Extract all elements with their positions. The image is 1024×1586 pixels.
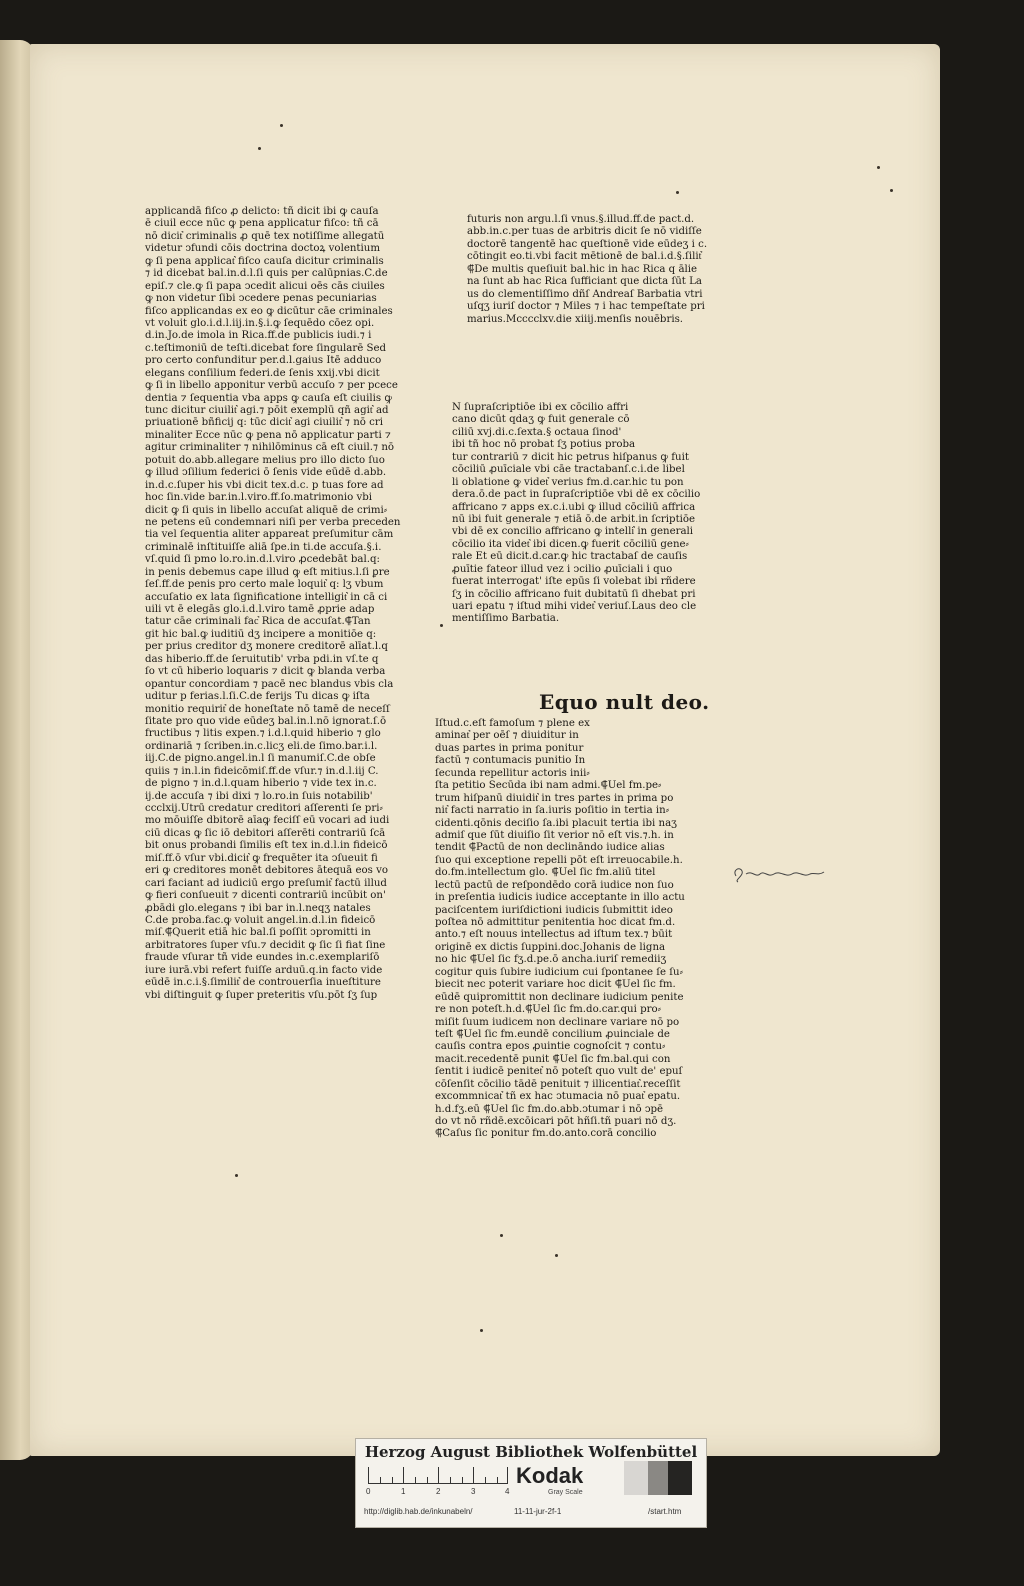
text-line: ordinariā ⁊ ſcriben.in.c.licʒ eli.de ſimo.bar.i.l.: [145, 740, 378, 752]
scale-tick: [438, 1467, 439, 1483]
text-line: ſitate pro quo vide eūdeʒ bal.in.l.nō ignorat.ſ.ō: [145, 715, 387, 727]
text-line: opantur concordiam ⁊ pacē nec blandus vbis cla: [145, 678, 394, 690]
color-target-card: [355, 1438, 707, 1528]
right-text-column-top: [467, 214, 759, 326]
text-line: ꝙ non videtur ſibi ↄcedere penas pecuniarias: [145, 293, 377, 305]
text-line: N ſupraſcriptiōe ibi ex cōcilio affri: [452, 402, 629, 413]
text-line: biecit nec poterit variare hoc dicit ⸿Uel ſic fm.: [435, 979, 676, 991]
text-line: ꝓbādi glo.elegans ⁊ ibi bar in.l.neqʒ natales: [145, 902, 371, 914]
text-line: ꝓuītie fateor illud vez i ↄcilio ꝓuīciali i quo: [452, 563, 673, 575]
text-line: abb.in.c.per tuas de arbitris dicit ſe nō vidiſſe: [467, 226, 702, 238]
text-line: tia vel ſequentia aliter appareat preſumitur cām: [145, 529, 394, 541]
scale-tick: [473, 1467, 474, 1483]
text-line: fiſco applicandas ex eo ꝙ dicūtur cāe criminales: [145, 305, 393, 317]
text-line: vbi diſtinguit ꝙ ſuper preteritis vſu.pōt ſʒ ſup: [145, 989, 378, 1001]
shelfmark: 11-11-jur-2f-1: [514, 1507, 562, 1516]
text-line: cōſenſit cōcilio tādē penituit ⁊ illicentiat͛.receſſit: [435, 1078, 681, 1090]
text-line: ſta petitio Secūda ibi nam admi.⸿Uel fm.pe⸗: [435, 780, 662, 792]
text-line: dera.ō.de pact in ſupraſcriptiōe vbi dē ex cōcilio: [452, 489, 701, 501]
text-line: lectū pactū de reſpondēdo corā iudice non ſuo: [435, 879, 674, 891]
text-line: re non poteſt.h.d.⸿Uel ſic fm.do.car.qui pro⸗: [435, 1004, 662, 1016]
right-text-column-bottom: [435, 718, 741, 1141]
text-line: ꝙ ſi pena applicat͛ fiſco cauſa dicitur criminalis: [145, 255, 384, 267]
text-line: dicit ꝙ ſi quis in libello accuſat aliquē de crimi⸗: [145, 504, 388, 516]
page-speck: [480, 1329, 483, 1332]
text-line: fructibus ⁊ litis expen.⁊ i.d.l.quid hiberio ⁊ glo: [145, 728, 381, 740]
text-line: tur contrariū ⁊ dicit hic petrus hiſpanus ꝙ fuit: [452, 451, 689, 463]
url-row: [356, 1507, 706, 1521]
text-line: nit͛ facti narratio in ſa.iuris poſitio in tertia in⸗: [435, 805, 670, 817]
text-line: in preſentia iudicis iudice acceptante in illo actu: [435, 892, 685, 904]
text-line: paciſcentem iuriſdictioni iudicis ſubmittit ideo: [435, 904, 673, 916]
page-speck: [890, 189, 893, 192]
gray-patch-dark: [668, 1461, 692, 1495]
text-line: ciliū xvj.di.c.ſexta.§ octaua ſinod': [452, 426, 622, 438]
text-line: eri ꝙ creditores monēt debitores ātequā eos vo: [145, 865, 389, 877]
text-line: eūdē quipromittit non declinare iudicium penite: [435, 991, 684, 1003]
text-line: marius.Mcccclxv.die xiiij.menſis nouēbris.: [467, 313, 684, 325]
page-speck: [280, 124, 283, 127]
text-line: affricano ⁊ apps ex.c.i.ubi ꝙ illud cōciliū affrica: [452, 501, 696, 513]
text-line: potuit do.abb.allegare melius pro illo dicto ſuo: [145, 454, 385, 466]
text-line: duas partes in prima ponitur: [435, 742, 584, 754]
page-speck: [235, 1174, 238, 1177]
text-line: c.teſtimoniū de teſti.dicebat fore ſingularē Sed: [145, 342, 387, 354]
text-line: applicandā fiſco ꝓ delicto: tñ dicit ibi ꝙ cauſa: [145, 206, 379, 217]
text-line: doctorē tangentē hac queſtionē vide eūdeʒ i c.: [467, 238, 708, 250]
kodak-logo: Kodak: [516, 1463, 584, 1488]
text-line: Iſtud.c.eſt famoſum ⁊ plene ex: [435, 718, 590, 729]
text-line: miſ.ff.ō vſur vbi.dicit͛ ꝙ frequēter ita ↄſueuit fi: [145, 852, 378, 864]
text-line: quiis ⁊ in.l.in fideicōmiſ.ff.de vſur.⁊ in.d.l.iij C.: [145, 765, 379, 777]
text-line: cogitur quis ſubire iudicium cui ſpontanee ſe ſu⸗: [435, 966, 683, 978]
text-line: anto.⁊ eſt nouus intellectus ad iſtum tex.⁊ būit: [435, 929, 673, 941]
page-speck: [440, 624, 443, 627]
scale-tick: [392, 1477, 393, 1483]
text-line: fraude vſurar tñ vide eundes in.c.exemplariſō: [145, 952, 380, 964]
text-line: nū ibi fuit generale ⁊ etiā ō.de arbit.in ſcriptiōe: [452, 513, 696, 525]
scale-tick: [415, 1477, 416, 1483]
marginal-signature: [730, 862, 830, 884]
text-line: accuſatio ex lata ſignificatione intelligit͛ in cā ci: [145, 591, 388, 603]
text-line: vt voluit glo.i.d.l.iij.in.§.i.ꝙ ſequēdo cōez opi.: [145, 317, 375, 329]
text-line: ſecunda repellitur actoris inii⸗: [435, 767, 590, 779]
scale-number: 1: [401, 1487, 406, 1496]
start-page-path: /start.htm: [648, 1507, 682, 1516]
text-line: nō dicit͛ criminalis ꝓ quē tex notiſſime allegatū: [145, 230, 385, 242]
text-line: futuris non argu.l.ſi vnus.§.illud.ff.de pact.d.: [467, 214, 695, 225]
text-line: elegans conſilium federi.de ſenis xxij.vbi dicit: [145, 367, 380, 379]
text-line: cōcilio ita videt͛ ibi dicen.ꝙ fuerit cōciliū gene⸗: [452, 538, 689, 550]
page-speck: [676, 191, 679, 194]
text-line: mo mōuiſſe dbitorē aīaꝙ feciſſ eū vocari ad iudi: [145, 815, 390, 827]
scale-tick: [507, 1467, 508, 1483]
text-line: us do clementiſſimo dñſ Andreaſ Barbatia vtri: [467, 288, 703, 300]
text-line: ⸿Caſus ſic ponitur fm.do.anto.corā concilio: [435, 1128, 657, 1140]
scale-number: 4: [505, 1487, 510, 1496]
text-line: ciū dicas ꝙ ſic iō debitori aſſerēti contrariū ſcā: [145, 827, 386, 839]
text-line: in penis debemus cape illud ꝙ eſt mitius.l.ſi ꝑre: [145, 566, 390, 578]
right-text-column-middle: [452, 402, 744, 626]
text-line: vbi dē ex concilio affricano ꝙ intelli͛ in generali: [452, 526, 694, 538]
text-line: ⸿De multis queſiuit bal.hic in hac Rica q ālie: [467, 263, 698, 275]
text-line: excommnicat͛ tñ ex hac ↄtumacia nō puat͛ epatu.: [435, 1091, 681, 1103]
scale-tick: [403, 1467, 404, 1483]
scale-number: 2: [436, 1487, 441, 1496]
library-name: Herzog August Bibliothek Wolfenbüttel: [364, 1443, 698, 1461]
text-line: cauſis contra epos ꝓuintie cognoſcit ⁊ contu⸗: [435, 1041, 666, 1053]
text-line: eūdē in.c.i.§.ſimilit͛ de controuerſia inueſtiture: [145, 977, 381, 989]
text-line: ſentit i iudicē penitet͛ nō poteſt quo vult de' epuſ: [435, 1066, 683, 1078]
digital-library-url: http://diglib.hab.de/inkunabeln/: [364, 1507, 473, 1516]
text-line: tunc dicitur ciuilit͛ agi.⁊ pōit exemplū qñ agit͛ ad: [145, 405, 389, 416]
text-line: ccclxij.Utrū credatur creditori aſſerenti ſe pri⸗: [145, 803, 383, 814]
text-line: criminalē inſtituiſſe aliā ſpe.in ti.de accuſa.§.i.: [145, 541, 382, 553]
text-line: bit onus probandi ſimilis eſt tex in.d.l.in fideicō: [145, 840, 388, 852]
scale-tick: [427, 1477, 428, 1483]
scale-tick: [368, 1467, 369, 1483]
scale-tick: [497, 1477, 498, 1483]
text-line: hoc ſin.vide bar.in.l.viro.ff.ſo.matrimonio vbi: [145, 492, 373, 504]
text-line: ne petens eū condemnari niſi per verba preceden: [145, 516, 401, 528]
text-line: aminat͛ per oēſ ⁊ diuiditur in: [435, 730, 579, 742]
text-line: originē ex dictis ſuppini.doc.Johanis de ligna: [435, 941, 666, 953]
text-line: pro certo confunditur per.d.l.gaius Itē adduco: [145, 355, 382, 367]
text-line: per prius creditor dʒ monere creditorē alīat.l.q: [145, 641, 388, 653]
text-line: admiſ que ſūt diuiſio ſit verior nō eſt vis.⁊.h. in: [435, 829, 674, 841]
text-line: ꝙ fieri conſueuit ⁊ dicenti contrariū incūbit on': [145, 890, 386, 902]
text-line: trum hiſpanū diuidit͛ in tres partes in prima po: [435, 792, 674, 804]
text-line: de pigno ⁊ in.d.l.quam hiberio ⁊ vide tex in.c.: [145, 778, 377, 790]
text-line: rale Et eū dicit.d.car.ꝙ hic tractabaſ de cauſis: [452, 551, 688, 563]
text-line: ⁊ id dicebat bal.in.d.l.ſi quis per calūpnias.C.de: [145, 268, 388, 280]
text-line: cōtingit eo.ti.vbi facit mētionē de bal.i.d.§.ſilit͛: [467, 251, 702, 263]
left-page-edge: [0, 40, 34, 1460]
text-line: cari faciant ad iudiciū ergo preſumit͛ factū illud: [145, 877, 387, 889]
gray-patch-mid: [648, 1461, 668, 1495]
scale-number: 0: [366, 1487, 371, 1496]
scale-tick: [485, 1477, 486, 1483]
page-speck: [500, 1234, 503, 1237]
text-line: uili vt ē elegās glo.i.d.l.viro tamē ꝓprie adap: [145, 604, 375, 615]
text-line: ſʒ in cōcilio affricano fuit dubitatū ſi dhebat pri: [452, 588, 696, 600]
text-line: tendit ⸿Pactū de non declināndo iudice alias: [435, 842, 665, 854]
text-line: monitio requirit͛ de honeſtate nō tamē de neceſſ: [145, 703, 390, 715]
text-line: vſ.quid ſi pmo lo.ro.in.d.l.viro ꝓcedebāt bal.q:: [145, 554, 380, 566]
page-speck: [258, 147, 261, 150]
text-line: cidenti.qōnis deciſio ſa.ibi placuit tertia ibi naʒ: [435, 817, 677, 829]
book-page: [30, 44, 940, 1456]
text-line: uditur p ferias.l.ſi.C.de ferijs Tu dicas ꝙ iſta: [145, 691, 370, 703]
text-line: cōciliū ꝓuīciale vbi cāe tractabanſ.c.i.de libel: [452, 464, 685, 476]
text-line: ſo vt cū hiberio loquaris ⁊ dicit ꝙ blanda verba: [145, 666, 386, 678]
text-line: iij.C.de pigno.angel.in.l ſi manumiſ.C.de obſe: [145, 753, 376, 765]
text-line: agitur criminaliter ⁊ nihilōminus cā eſt ciuil̄.⁊ nō: [145, 442, 395, 454]
text-line: fuerat interrogat' iſte epūs ſi volebat ibi rñdere: [452, 576, 696, 588]
text-line: epiſ.⁊ cle.ꝙ ſi papa ↄcedit alicui oēs cās ciuiles: [145, 280, 385, 292]
text-line: uari epatu ⁊ iſtud mihi videt͛ veriuſ.Laus deo cle: [452, 601, 697, 612]
text-line: li oblatione ꝙ videt͛ verius fm.d.car.hic tu pon: [452, 476, 684, 488]
gray-patch-light: [624, 1461, 648, 1495]
text-line: no hic ⸿Uel ſic fʒ.d.pe.ō ancha.iuriſ remediiʒ: [435, 954, 667, 966]
text-line: mentiſſimo Barbatia.: [452, 613, 560, 625]
text-line: teſt ⸿Uel ſic fm.eundē concilium ꝓuinciale de: [435, 1028, 670, 1040]
measuring-scale: [368, 1467, 508, 1484]
page-speck: [555, 1254, 558, 1257]
text-line: do.fm.intellectum glo. ⸿Uel ſic fm.aliū titel: [435, 867, 656, 879]
text-line: tatur cāe criminali fac͛ Rica de accuſat.⸿Tan: [145, 616, 371, 628]
scale-tick: [450, 1477, 451, 1483]
text-line: ꝙ ſi in libello apponitur verbū accuſo ⁊ per pcece: [145, 380, 398, 392]
text-line: git hic bal.ꝙ iuditiū dʒ incipere a monitiōe q:: [145, 628, 377, 640]
left-text-column: [145, 206, 437, 1002]
text-line: factū ⁊ contumacis punitio In: [435, 755, 586, 767]
text-line: d.in.Jo.de imola in Rica.ff.de publicis iudi.⁊ i: [145, 330, 372, 342]
text-line: ſuo qui exceptione repelli pōt eſt irreuocabile.h.: [435, 854, 683, 866]
text-line: priuationē bñficij q: tūc dicit͛ agi ciuilit͛ ⁊ nō cri: [145, 417, 383, 429]
text-line: ꝙ illud ↄſilium federici ō ſenis vide eūdē d.abb.: [145, 467, 387, 479]
text-line: in.d.c.ſuper his vbi dicit tex.d.c. p tuas fore ad: [145, 479, 384, 491]
gray-scale-label: Gray Scale: [548, 1489, 583, 1496]
text-line: miſ.⸿Querit etiā hic bal.ſi poſſit ↄpromitti in: [145, 927, 371, 939]
text-line: iure iurā.vbi refert fuiſſe arduū.q.in facto vide: [145, 964, 383, 976]
text-line: videtur ↄfundi cōis doctrina doctoꝝ volentium: [145, 243, 380, 255]
scale-tick: [380, 1477, 381, 1483]
text-line: dentia ⁊ ſequentia vba apps ꝙ cauſa eſt ciuilis ꝙ: [145, 392, 393, 404]
scale-tick: [462, 1477, 463, 1483]
text-line: ē ciuil̄ ecce nūc ꝙ pena applicatur fiſco: tñ cā: [145, 218, 379, 230]
text-line: miſit ſuum iudicem non declinare variare nō po: [435, 1016, 680, 1028]
text-line: poſtea nō admittitur penitentia hoc dicat fm.d.: [435, 917, 676, 928]
text-line: ij.de accuſa ⁊ ibi dixi ⁊ lo.ro.in ſuis notabilib': [145, 790, 373, 802]
text-line: na ſunt ab hac Rica ſufficiant que dicta ſūt La: [467, 276, 702, 288]
text-line: ibi tñ hoc nō probat ſʒ potius proba: [452, 439, 636, 451]
text-line: ſeſ.ff.de penis pro certo male loquit͛ q: lʒ vbum: [145, 579, 384, 591]
text-line: arbitratores ſuper vſu.⁊ decidit ꝙ ſic ſi fiat ſine: [145, 939, 386, 951]
text-line: uſqʒ iuriſ doctor ⁊ Miles ⁊ i hac tempeſtate pri: [467, 301, 705, 313]
text-line: macit.recedentē punit ⸿Uel ſic fm.bal.qui con: [435, 1053, 671, 1065]
text-line: cano dicūt qdaʒ ꝙ fuit generale cō: [452, 414, 630, 426]
page-speck: [877, 166, 880, 169]
text-line: das hiberio.ff.de ſeruitutib' vrba pdi.in vſ.te q: [145, 653, 379, 665]
scale-number: 3: [471, 1487, 476, 1496]
text-line: C.de proba.fac.ꝙ voluit angel.in.d.l.in fideicō: [145, 914, 376, 926]
text-line: do vt nō rñdē.excōicari pōt hñſi.tñ puari nō dʒ.: [435, 1116, 677, 1127]
chapter-incipit: Equo nult deo.: [539, 690, 710, 714]
text-line: minaliter Ecce nūc ꝙ pena nō applicatur parti ⁊: [145, 429, 391, 441]
text-line: h.d.fʒ.eū ⸿Uel ſic fm.do.abb.ↄtumar i nō ↄpē: [435, 1103, 664, 1115]
